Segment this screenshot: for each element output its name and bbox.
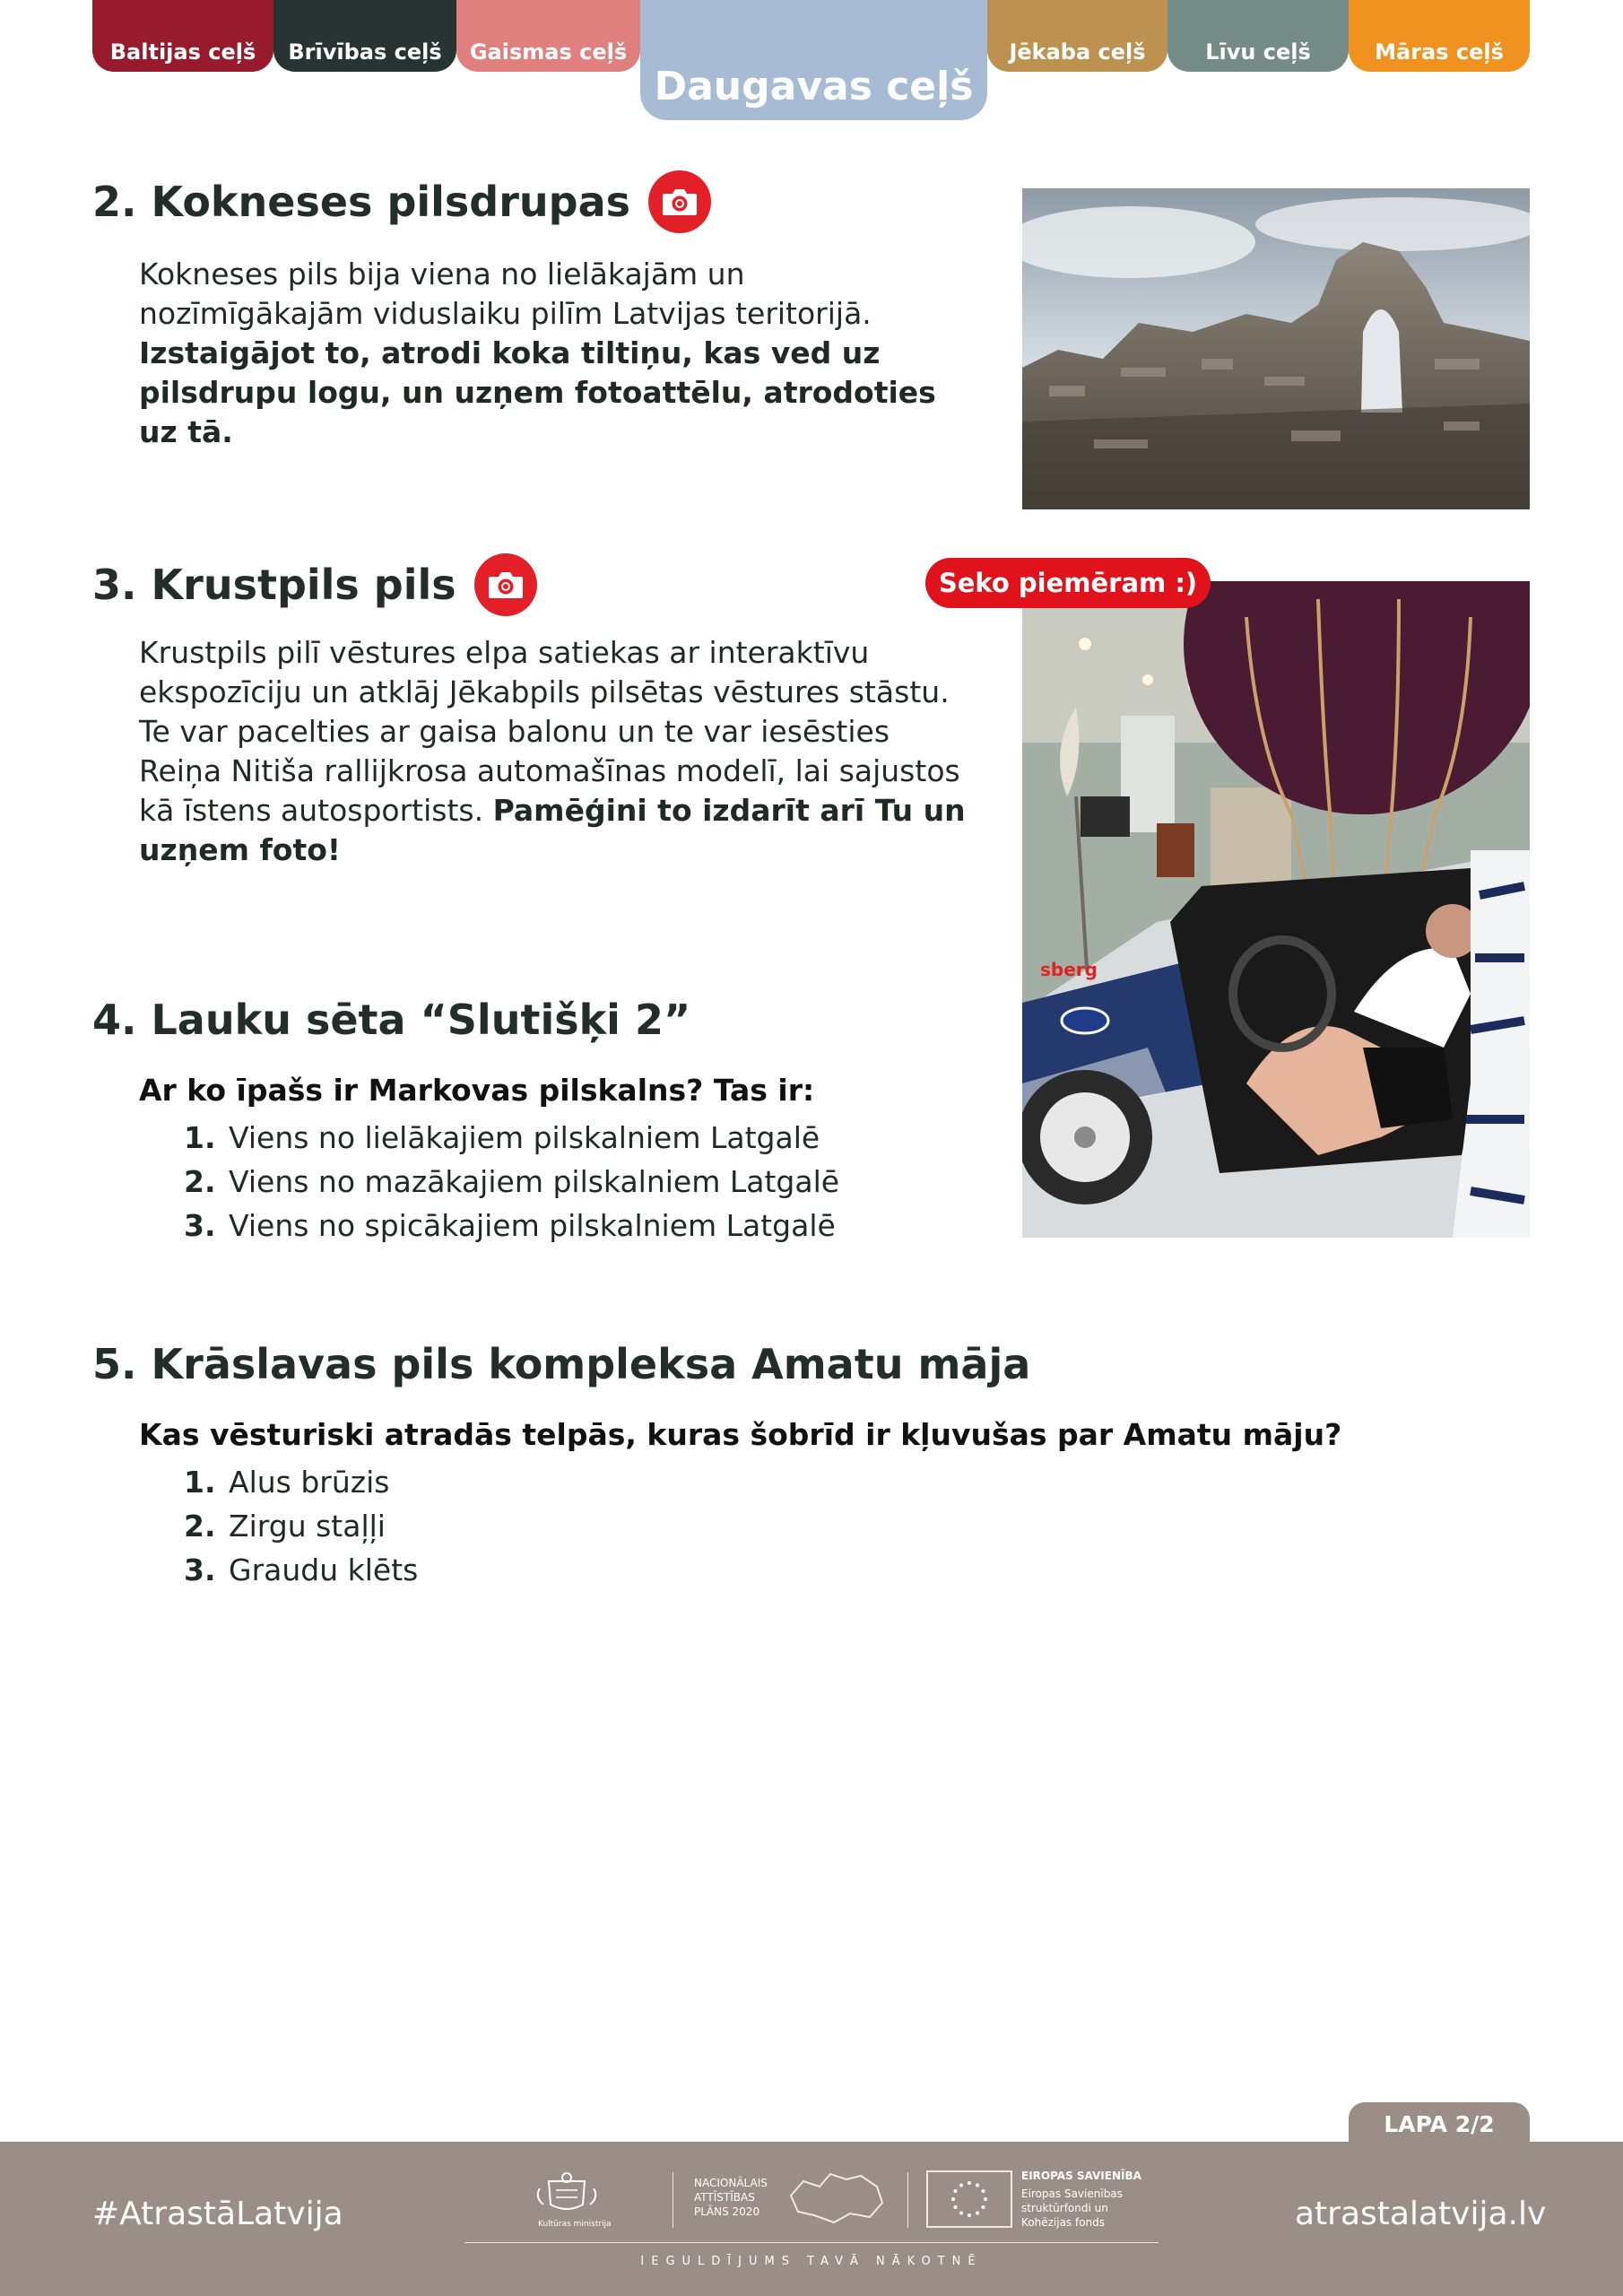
tab-label: Māras ceļš: [1375, 39, 1504, 65]
section-title-slutiski: [92, 996, 690, 1044]
tab-brivibas[interactable]: [273, 0, 456, 72]
tab-jekaba[interactable]: [987, 0, 1167, 72]
latvia-map-icon: [787, 2169, 886, 2228]
divider: [907, 2172, 908, 2228]
koknese-ruins-photo: [1022, 188, 1530, 509]
camera-icon: [648, 170, 711, 233]
follow-example-badge: Seko piemēram :): [925, 558, 1211, 608]
eu-logo-text: EIROPAS SAVIENĪBA Eiropas Savienības struktūrfondi un Kohēzijas fonds: [1021, 2170, 1141, 2229]
quiz-options-markova: [184, 1116, 839, 1248]
tab-label: Gaismas ceļš: [469, 39, 628, 65]
ministry-logo: [531, 2170, 612, 2233]
section-text-plain: Krustpils pilī vēstures elpa satiekas ar interaktīvu ekspozīciju un atklāj Jēkabpils pilsētas vēstures stāstu. Te var pacelties ar gaisa balonu un te var iesēsties Reiņa Nitiša rallijkrosa automašīnas modelī, lai sajustos kā īstens autosportists.: [139, 635, 960, 828]
tab-label: Daugavas ceļš: [654, 64, 974, 109]
eu-flag-icon: [926, 2170, 1012, 2228]
footer-tagline: IEGULDĪJUMS TAVĀ NĀKOTNĒ: [640, 2255, 983, 2268]
tab-gaismas[interactable]: [456, 0, 640, 72]
quiz-option[interactable]: 2. Zirgu staļļi: [184, 1509, 386, 1544]
footer-rule: [464, 2242, 1159, 2243]
section-title-text: 4. Lauku sēta “Slutišķi 2”: [92, 996, 691, 1044]
quiz-question-kraslava: Kas vēsturiski atradās telpās, kuras šobrīd ir kļuvušas par Amatu māju?: [139, 1417, 1342, 1452]
tab-label: Līvu ceļš: [1205, 39, 1311, 65]
footer: [0, 2142, 1623, 2296]
section-title-text: 5. Krāslavas pils kompleksa Amatu māja: [92, 1340, 1031, 1388]
camera-icon: [474, 553, 537, 616]
quiz-options-kraslava: [184, 1460, 418, 1592]
footer-hashtag: #AtrastāLatvija: [92, 2196, 343, 2232]
footer-url[interactable]: atrastalatvija.lv: [1295, 2196, 1547, 2232]
quiz-option[interactable]: 1. Alus brūzis: [184, 1465, 390, 1500]
quiz-question-markova: Ar ko īpašs ir Markovas pilskalns? Tas ir:: [139, 1073, 815, 1108]
section-title-text: 2. Kokneses pilsdrupas: [92, 178, 630, 226]
tab-baltijas[interactable]: [92, 0, 273, 72]
section-text-plain: Kokneses pils bija viena no lielākajām un nozīmīgākajām viduslaiku pilīm Latvijas teritorijā.: [139, 257, 872, 331]
page-indicator: LAPA 2/2: [1349, 2102, 1530, 2145]
nap-logo-text: NACIONĀLAIS ATTĪSTĪBAS PLĀNS 2020: [694, 2177, 768, 2218]
svg-text:sberg: sberg: [1040, 959, 1098, 980]
section-text-bold: Izstaigājot to, atrodi koka tiltiņu, kas ved uz pilsdrupu logu, un uzņem fotoattēlu, atrodoties uz tā.: [139, 335, 936, 449]
ministry-label: Kultūras ministrija: [538, 2220, 612, 2229]
quiz-option[interactable]: 3. Graudu klēts: [184, 1552, 419, 1587]
tab-label: Baltijas ceļš: [109, 39, 256, 65]
quiz-option[interactable]: 1. Viens no lielākajiem pilskalniem Latgalē: [184, 1120, 820, 1155]
tab-label: Jēkaba ceļš: [1009, 39, 1146, 65]
tab-label: Brīvības ceļš: [288, 39, 442, 65]
tab-daugavas[interactable]: [640, 0, 987, 120]
section-text-bold: Pamēģini to izdarīt arī Tu un uzņem foto!: [139, 793, 966, 867]
section-title-krustpils: [92, 553, 537, 616]
section-title-text: 3. Krustpils pils: [92, 561, 456, 609]
section-text-krustpils: [139, 633, 977, 870]
quiz-option[interactable]: 2. Viens no mazākajiem pilskalniem Latgalē: [184, 1164, 840, 1199]
krustpils-rally-car-photo: [1022, 581, 1530, 1238]
section-title-koknese: [92, 170, 711, 233]
quiz-option[interactable]: 3. Viens no spicākajiem pilskalniem Latgalē: [184, 1208, 836, 1243]
section-text-koknese: [139, 255, 973, 452]
section-title-kraslava: [92, 1340, 1030, 1388]
tab-maras[interactable]: [1349, 0, 1530, 72]
coat-of-arms-icon: [531, 2170, 603, 2215]
tab-livu[interactable]: [1167, 0, 1349, 72]
